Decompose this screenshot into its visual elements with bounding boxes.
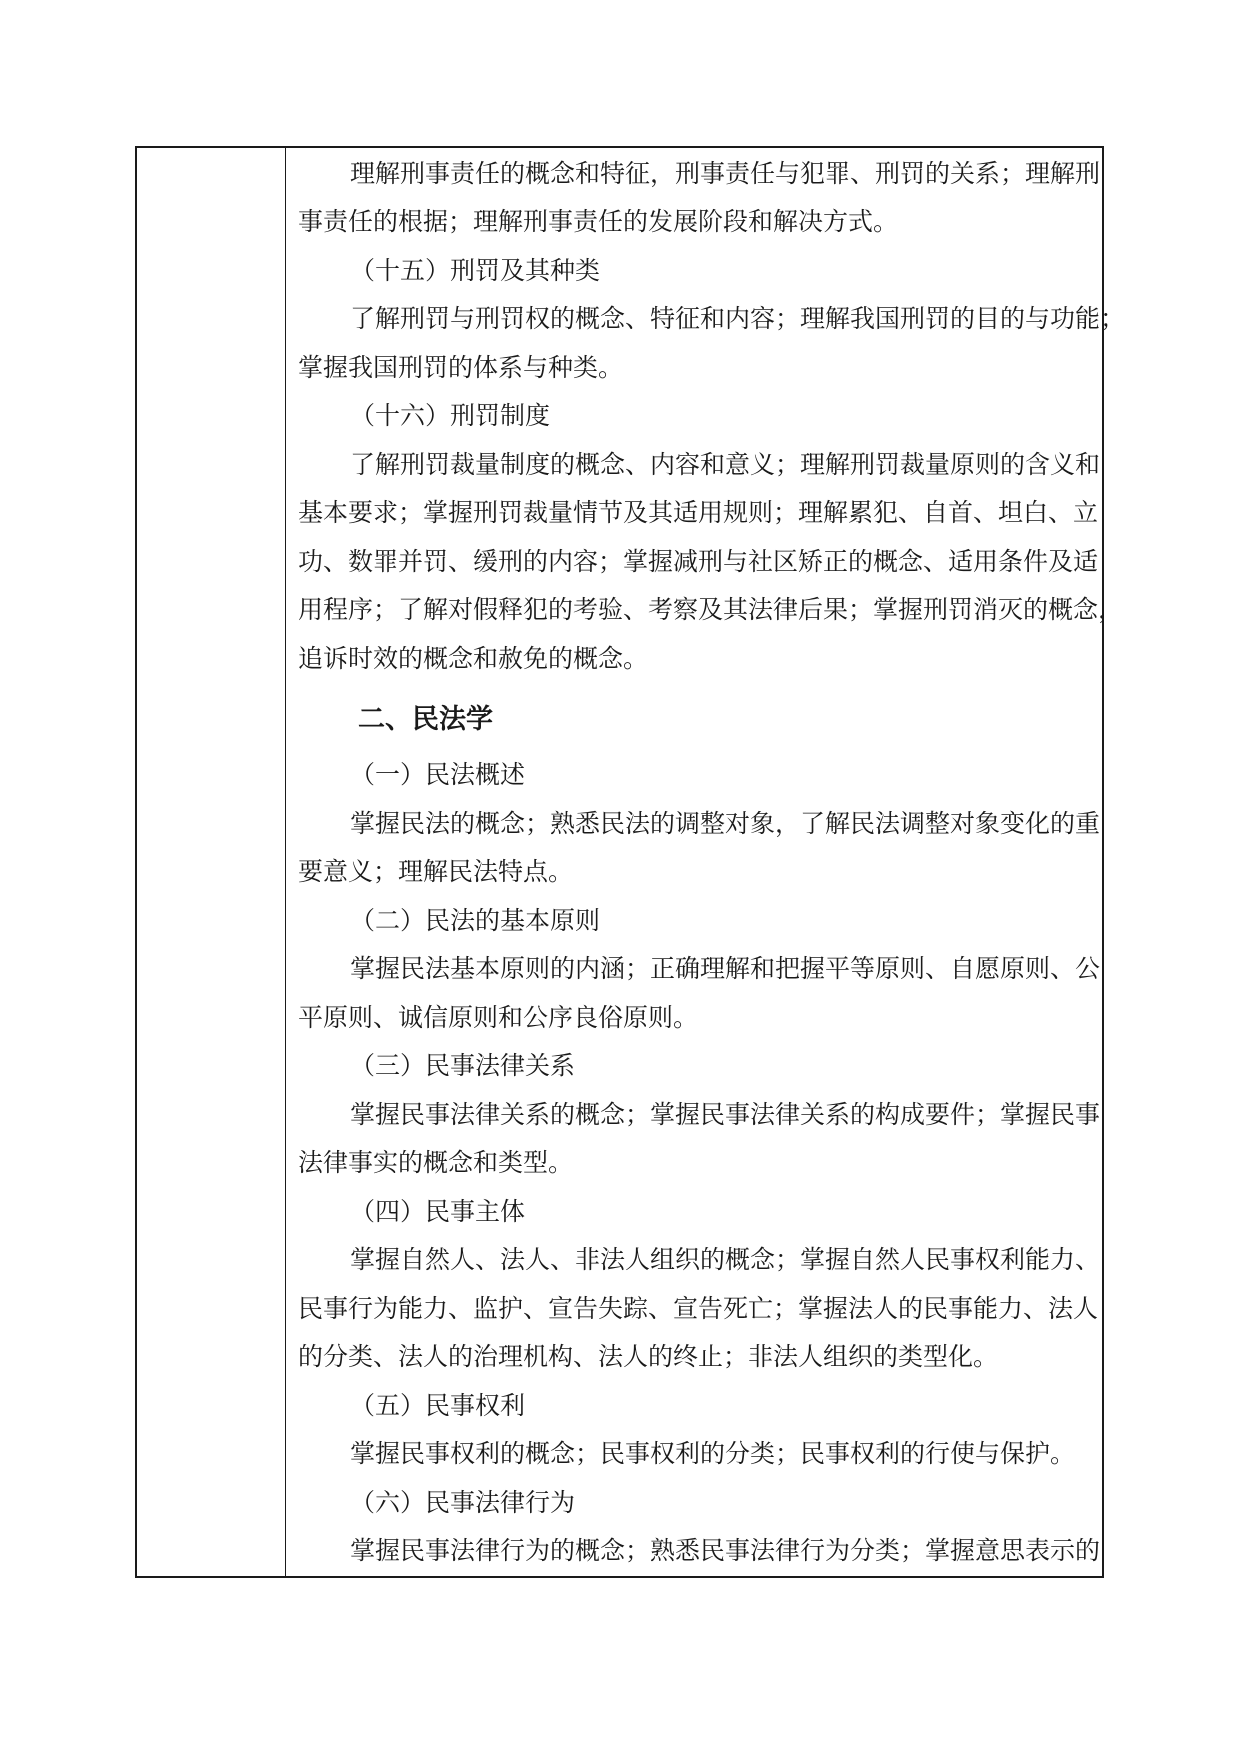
paragraph-line: 了解刑罚裁量制度的概念、内容和意义；理解刑罚裁量原则的含义和 — [350, 450, 1101, 479]
paragraph-line: 民事行为能力、监护、宣告失踪、宣告死亡；掌握法人的民事能力、法人 — [298, 1294, 1099, 1323]
paragraph-line: 用程序；了解对假释犯的考验、考察及其法律后果；掌握刑罚消灭的概念， — [298, 595, 1124, 624]
paragraph-line: 追诉时效的概念和赦免的概念。 — [298, 644, 649, 673]
paragraph-line: 法律事实的概念和类型。 — [298, 1148, 574, 1177]
table-left-column — [137, 148, 286, 1576]
subheading-civil-1: （一）民法概述 — [350, 760, 526, 789]
subheading-civil-3: （三）民事法律关系 — [350, 1051, 576, 1080]
paragraph-line: 平原则、诚信原则和公序良俗原则。 — [298, 1003, 699, 1032]
paragraph-line: 掌握民法的概念；熟悉民法的调整对象，了解民法调整对象变化的重 — [350, 809, 1101, 838]
subheading-civil-4: （四）民事主体 — [350, 1197, 526, 1226]
paragraph-line: 掌握我国刑罚的体系与种类。 — [298, 353, 624, 382]
subheading-civil-2: （二）民法的基本原则 — [350, 906, 601, 935]
subheading-16: （十六）刑罚制度 — [350, 401, 551, 430]
paragraph-line: 理解刑事责任的概念和特征，刑事责任与犯罪、刑罚的关系；理解刑 — [350, 159, 1101, 188]
paragraph-line: 功、数罪并罚、缓刑的内容；掌握减刑与社区矫正的概念、适用条件及适 — [298, 547, 1099, 576]
paragraph-line: 事责任的根据；理解刑事责任的发展阶段和解决方式。 — [298, 207, 899, 236]
subheading-15: （十五）刑罚及其种类 — [350, 256, 601, 285]
paragraph-line: 掌握民事法律关系的概念；掌握民事法律关系的构成要件；掌握民事 — [350, 1100, 1101, 1129]
paragraph-line: 要意义；理解民法特点。 — [298, 857, 574, 886]
paragraph-line: 的分类、法人的治理机构、法人的终止；非法人组织的类型化。 — [298, 1342, 999, 1371]
part-heading-civil-law: 二、民法学 — [358, 704, 493, 735]
subheading-civil-5: （五）民事权利 — [350, 1391, 526, 1420]
paragraph-line: 基本要求；掌握刑罚裁量情节及其适用规则；理解累犯、自首、坦白、立 — [298, 498, 1099, 527]
table-content-column — [287, 148, 1126, 1576]
paragraph-line: 掌握民法基本原则的内涵；正确理解和把握平等原则、自愿原则、公 — [350, 954, 1101, 983]
paragraph-line: 了解刑罚与刑罚权的概念、特征和内容；理解我国刑罚的目的与功能； — [350, 304, 1126, 333]
paragraph-line: 掌握民事权利的概念；民事权利的分类；民事权利的行使与保护。 — [350, 1439, 1076, 1468]
paragraph-line: 掌握民事法律行为的概念；熟悉民事法律行为分类；掌握意思表示的 — [350, 1536, 1101, 1565]
syllabus-table — [135, 146, 1126, 1578]
subheading-civil-6: （六）民事法律行为 — [350, 1488, 576, 1517]
paragraph-line: 掌握自然人、法人、非法人组织的概念；掌握自然人民事权利能力、 — [350, 1245, 1101, 1274]
